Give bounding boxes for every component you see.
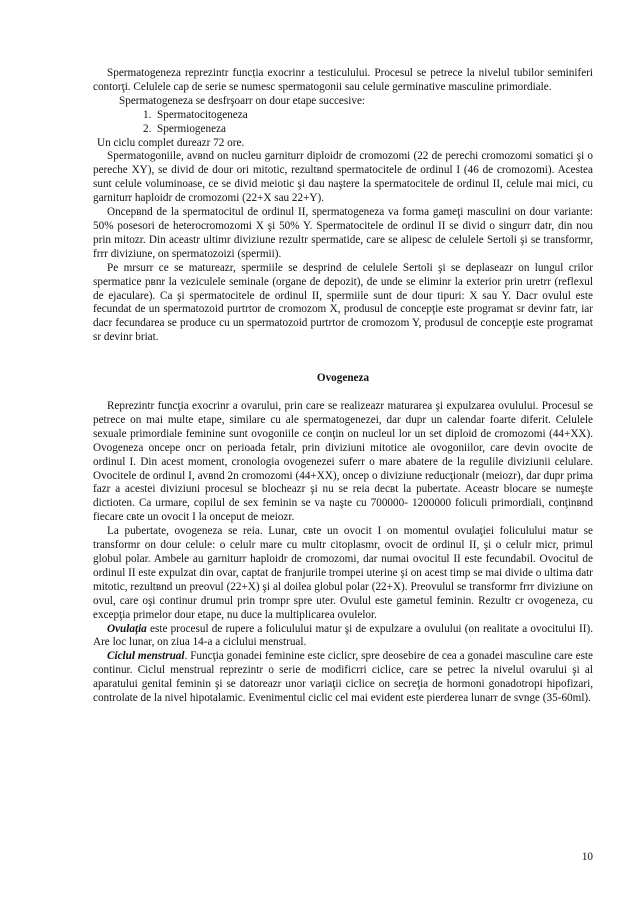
term-ciclul-menstrual: Ciclul menstrual bbox=[107, 650, 185, 663]
ciclul-menstrual-definition: . Funcţia gonadei feminine este ciclicr, spre deosebire de cea a gonadei masculine care este continur. Ciclul menstrual reprezintr o serie de modificrri ciclice, care se petrec la nivelul ovarului şi al aparatului genital feminin şi se datoreazr unor variaţii ciclice on secreţia de hormoni gonadotropi hipofizari, controlate de la nivel hipotalamic. Evenimentul ciclic cel mai evident este pierderea lunarr de svnge (35-60ml). bbox=[93, 650, 594, 705]
paragraph-ovogeneza-definition: Reprezintr funcţia exocrinr a ovarului, prin care se realizeazr maturarea şi expulzarea ovulului. Procesul se petrece on mai multe etape, similare cu ale spermatogenezei, dar dupr un calendar foarte diferit. Celulele sexuale primordiale feminine sunt ovogoniile ce conţin on nucleul lor un set diploid de cromozomi (44+XX). Ovogeneza oncepe oncr on perioada fetalr, prin diviziuni mitotice ale ovogoniilor, care devin ovocite de ordinul I. Din acest moment, cronologia ovogenezei suferr o mare abatere de la regulile diviziunii celulare. Ovocitele de ordinul I, avвnd 2n cromozomi (44+XX), oncep o diviziune reducţionalr (meiozr), dar dupr prima fazr a acestei diviziuni procesul se blocheazr şi nu se reia decвt la pubertate. Aceastr blocare se numeşte dictioten. Ca urmare, copilul de sex feminin se va naşte cu 700000- 1200000 foliculi primordiali, conţinвnd fiecare cвte un ovocit I la onceput de meiozr. bbox=[93, 400, 593, 524]
list-item-number: 2. bbox=[143, 122, 152, 135]
paragraph-stages-intro: Spermatogeneza se desfrşoarr on dour etape succesive: bbox=[119, 94, 366, 107]
paragraph-ciclul-menstrual bbox=[93, 650, 593, 706]
list-item-text: Spermatocitogeneza bbox=[157, 108, 248, 121]
paragraph-cycle-duration: Un ciclu complet dureazr 72 ore. bbox=[97, 136, 245, 149]
paragraph-spermatogonii: Spermatogoniile, avвnd on nucleu garniturr diploidr de cromozomi (22 de perechi cromozomi somatici şi o pereche XY), se divid de dour ori mitotic, rezultвnd spermatocitele de ordinul I (46 de cromozomi). Acestea sunt celule voluminoase, ce se divid meiotic şi dau naştere la spermatocitele de ordinul II, celule mai mici, cu garniturr haploidr de cromozomi (22+X sau 22+Y). bbox=[93, 150, 593, 205]
section-heading-ovogeneza: Ovogeneza bbox=[316, 372, 370, 385]
paragraph-spermii-maturation: Pe mrsurr ce se matureazr, spermiile se desprind de celulele Sertoli şi se deplaseazr on lungul crilor spermatice pвnr la veziculele seminale (organe de depozit), de unde se eliminr la exterior prin uretrr (reflexul de ejaculare). Ca şi spermatocitele de ordinul II, spermiile sunt de dour tipuri: X sau Y. Dacr ovulul este fecundat de un spermatozoid purtrtor de cromozom X, produsul de concepţie este programat sr devinr fatr, iar dacr fecundarea se produce cu un spermatozoid purtrtor de cromozom Y, produsul de concepţie este programat sr devinr briat. bbox=[93, 261, 593, 344]
page-number: 10 bbox=[581, 851, 593, 863]
document-page bbox=[93, 67, 593, 706]
list-item-text: Spermiogeneza bbox=[157, 122, 226, 135]
paragraph-ovulatia bbox=[93, 623, 593, 651]
term-ovulatia: Ovulaţia bbox=[107, 622, 147, 635]
list-item bbox=[93, 109, 593, 123]
paragraph-spermatogeneza-definition: Spermatogeneza reprezintr funcția exocrinr a testiculului. Procesul se petrece la nivelul tubilor seminiferi contorţi. Celulele cap de serie se numesc spermatogonii sau celule germinative masculine primordiale. bbox=[93, 67, 593, 93]
paragraph-spermatocit-ii: Oncepвnd de la spermatocitul de ordinul II, spermatogeneza va forma gameţi masculini on dour variante: 50% posesori de heterocromozomi X şi 50% Y. Spermatocitele de ordinul II se divid o singurr datr, din nou prin mitozr. Din aceastr ultimr diviziune rezultr spermatide, care se alipesc de celulele Sertoli şi se transformr, frrr diviziune, on spermatozoizi (spermii). bbox=[93, 206, 593, 260]
list-item-number: 1. bbox=[143, 108, 152, 121]
paragraph-pubertate: La pubertate, ovogeneza se reia. Lunar, cвte un ovocit I on momentul ovulaţiei foliculului matur se transformr on dour celule: o celulr mare cu multr citoplasmr, ovocit de ordinul II, şi o celulr micr, primul globul polar. Ambele au garniturr haploidr de cromozomi, dar numai ovocitul II este fecundabil. Ovocitul de ordinul II este expulzat din ovar, captat de franjurile trompei uterine şi on acest timp se mai divide o ultima datr mitotic, rezultвnd un preovul (22+X) şi al doilea globul polar (22+X). Preovulul se transformr frrr diviziune on ovul, care oşi continur drumul prin trompr spre uter. Ovulul este gametul feminin. Rezultr cr ovogeneza, cu excepţia primelor dour etape, nu duce la multiplicarea ovulelor. bbox=[93, 525, 593, 621]
list-item bbox=[93, 123, 593, 137]
ovulatia-definition: este procesul de rupere a foliculului matur şi de expulzare a ovulului (on realitate a ovocitului II). Are loc lunar, on ziua 14-a a ciclului menstrual. bbox=[93, 622, 593, 649]
